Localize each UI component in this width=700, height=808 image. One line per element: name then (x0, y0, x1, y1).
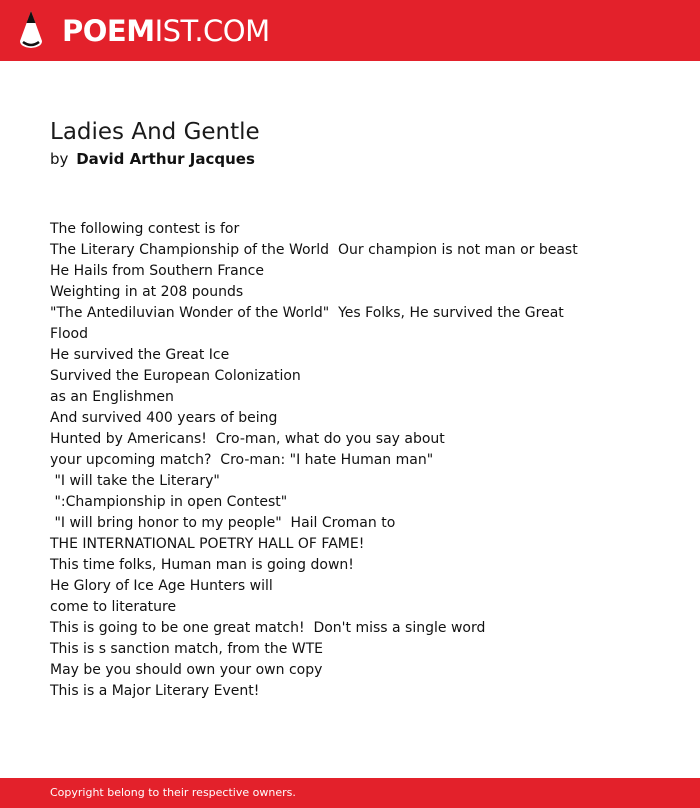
poem-line: And survived 400 years of being (50, 410, 278, 426)
poem-line: Hunted by Americans! Cro-man, what do you say about (50, 431, 445, 447)
poem-line: Survived the European Colonization (50, 368, 301, 384)
author-name: David Arthur Jacques (76, 150, 255, 168)
poem-line: come to literature (50, 599, 177, 615)
poem-line: He survived the Great Ice (50, 347, 230, 363)
copyright-notice: Copyright belong to their respective owners. (50, 786, 296, 799)
poem-line: The Literary Championship of the World Our champion is not man or beast (50, 242, 578, 258)
site-logo[interactable] (62, 13, 270, 49)
poem-line: This time folks, Human man is going down! (50, 557, 354, 573)
poem-title: Ladies And Gentle (50, 119, 260, 145)
pencil-tip-icon[interactable] (18, 10, 44, 50)
logo-text-bold: POEM (62, 14, 155, 48)
poem-body (50, 219, 578, 702)
poem-line: "I will bring honor to my people" Hail Croman to (50, 515, 396, 531)
by-label: by (50, 150, 69, 168)
poem-line: your upcoming match? Cro-man: "I hate Human man" (50, 452, 434, 468)
poem-line: He Glory of Ice Age Hunters will (50, 578, 273, 594)
site-footer (0, 778, 700, 808)
byline (50, 148, 255, 170)
poem-line: "I will take the Literary" (50, 473, 220, 489)
poem-line: as an Englishmen (50, 389, 174, 405)
poem-line: May be you should own your own copy (50, 662, 323, 678)
site-header (0, 0, 700, 61)
logo-text-light: IST.COM (154, 14, 270, 48)
poem-line: Flood (50, 326, 88, 342)
poem-line: The following contest is for (50, 221, 240, 237)
poem-line: THE INTERNATIONAL POETRY HALL OF FAME! (50, 536, 365, 552)
poem-line: This is a Major Literary Event! (50, 683, 260, 699)
poem-line: ":Championship in open Contest" (50, 494, 288, 510)
poem-line: He Hails from Southern France (50, 263, 264, 279)
poem-line: "The Antediluvian Wonder of the World" Yes Folks, He survived the Great (50, 305, 564, 321)
poem-line: This is s sanction match, from the WTE (50, 641, 324, 657)
poem-line: Weighting in at 208 pounds (50, 284, 244, 300)
poem-line: This is going to be one great match! Don't miss a single word (50, 620, 486, 636)
